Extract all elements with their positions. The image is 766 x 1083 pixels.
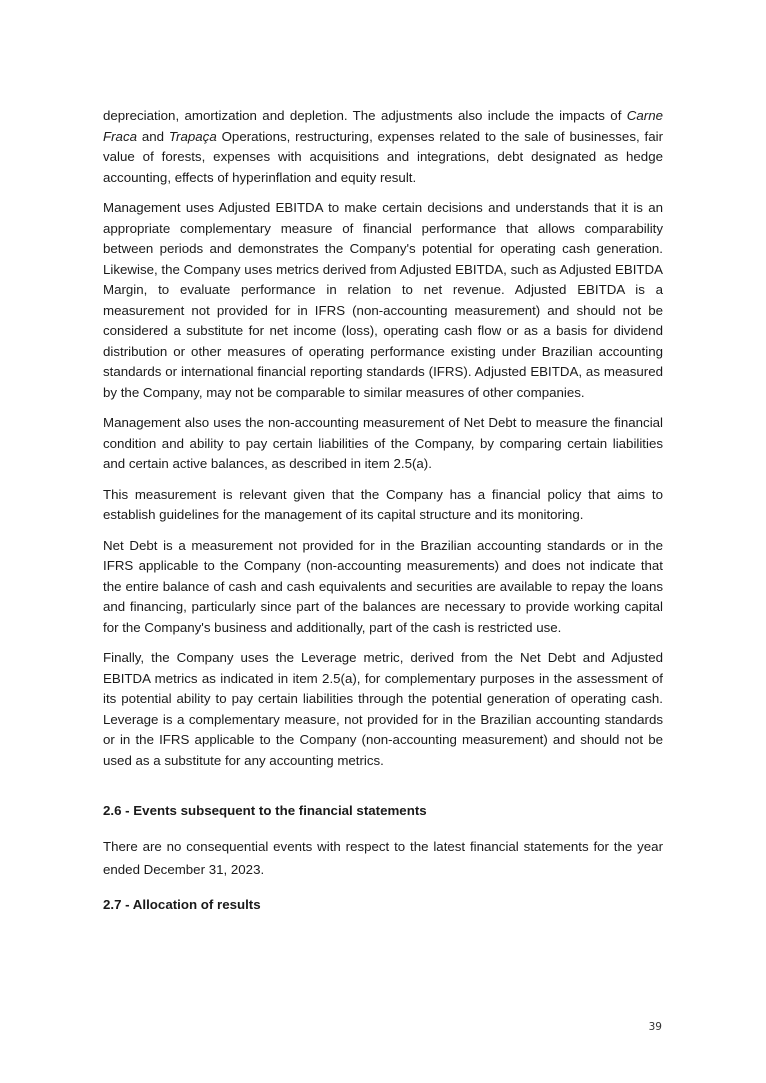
section-heading-2-7: 2.7 - Allocation of results [103,897,261,912]
page-number: 39 [648,1021,662,1033]
paragraph-leverage: Finally, the Company uses the Leverage metric, derived from the Net Debt and Adjusted EBITDA metrics as indicated in item 2.5(a), for complementary purposes in the assessment of its potential ability to pay certain liabilities through the potential generation of operating cash. Leverage is a complementary measure, not provided for in the Brazilian accounting standards or in the IFRS applicable to the Company (non-accounting measurement) and should not be used as a substitute for any accounting metrics. [103,650,663,768]
paragraph-measurement-relevance: This measurement is relevant given that the Company has a financial policy that aims to establish guidelines for the management of its capital structure and its monitoring. [103,486,663,522]
paragraph-net-debt: Management also uses the non-accounting measurement of Net Debt to measure the financial condition and ability to pay certain liabilities of the Company, by comparing certain liabilities and certain active balances, as described in item 2.5(a). [103,415,663,471]
document-page [103,106,663,915]
paragraph-subsequent-events: There are no consequential events with respect to the latest financial statements for the year ended December 31, 2023. [103,839,663,877]
paragraph-ebitda-adjustments: depreciation, amortization and depletion. The adjustments also include the impacts of Carne Fraca and Trapaça Operations, restructuring, expenses related to the sale of businesses, fair value of forests, expenses with acquisitions and integrations, debt designated as hedge accounting, effects of hyperinflation and equity result. [103,108,663,185]
paragraph-net-debt-limitations: Net Debt is a measurement not provided for in the Brazilian accounting standards or in the IFRS applicable to the Company (non-accounting measurements) and does not indicate that the entire balance of cash and cash equivalents and securities are available to repay the loans and financing, particularly since part of the balances are necessary to provide working capital for the Company's business and additionally, part of the cash is restricted use. [103,537,663,635]
section-heading-2-6: 2.6 - Events subsequent to the financial statements [103,803,427,818]
paragraph-adjusted-ebitda: Management uses Adjusted EBITDA to make certain decisions and understands that it is an appropriate complementary measure of financial performance that allows comparability between periods and demonstrates the Company's potential for operating cash generation. Likewise, the Company uses metrics derived from Adjusted EBITDA, such as Adjusted EBITDA Margin, to evaluate performance in relation to net revenue. Adjusted EBITDA is a measurement not provided for in IFRS (non-accounting measurement) and should not be considered a substitute for net income (loss), operating cash flow or as a basis for dividend distribution or other measures of operating performance existing under Brazilian accounting standards or international financial reporting standards (IFRS). Adjusted EBITDA, as measured by the Company, may not be comparable to similar measures of other companies. [103,200,663,400]
italic-trapaca: Trapaça [168,128,217,144]
italic-carne-fraca: Carne Fraca [103,108,663,144]
